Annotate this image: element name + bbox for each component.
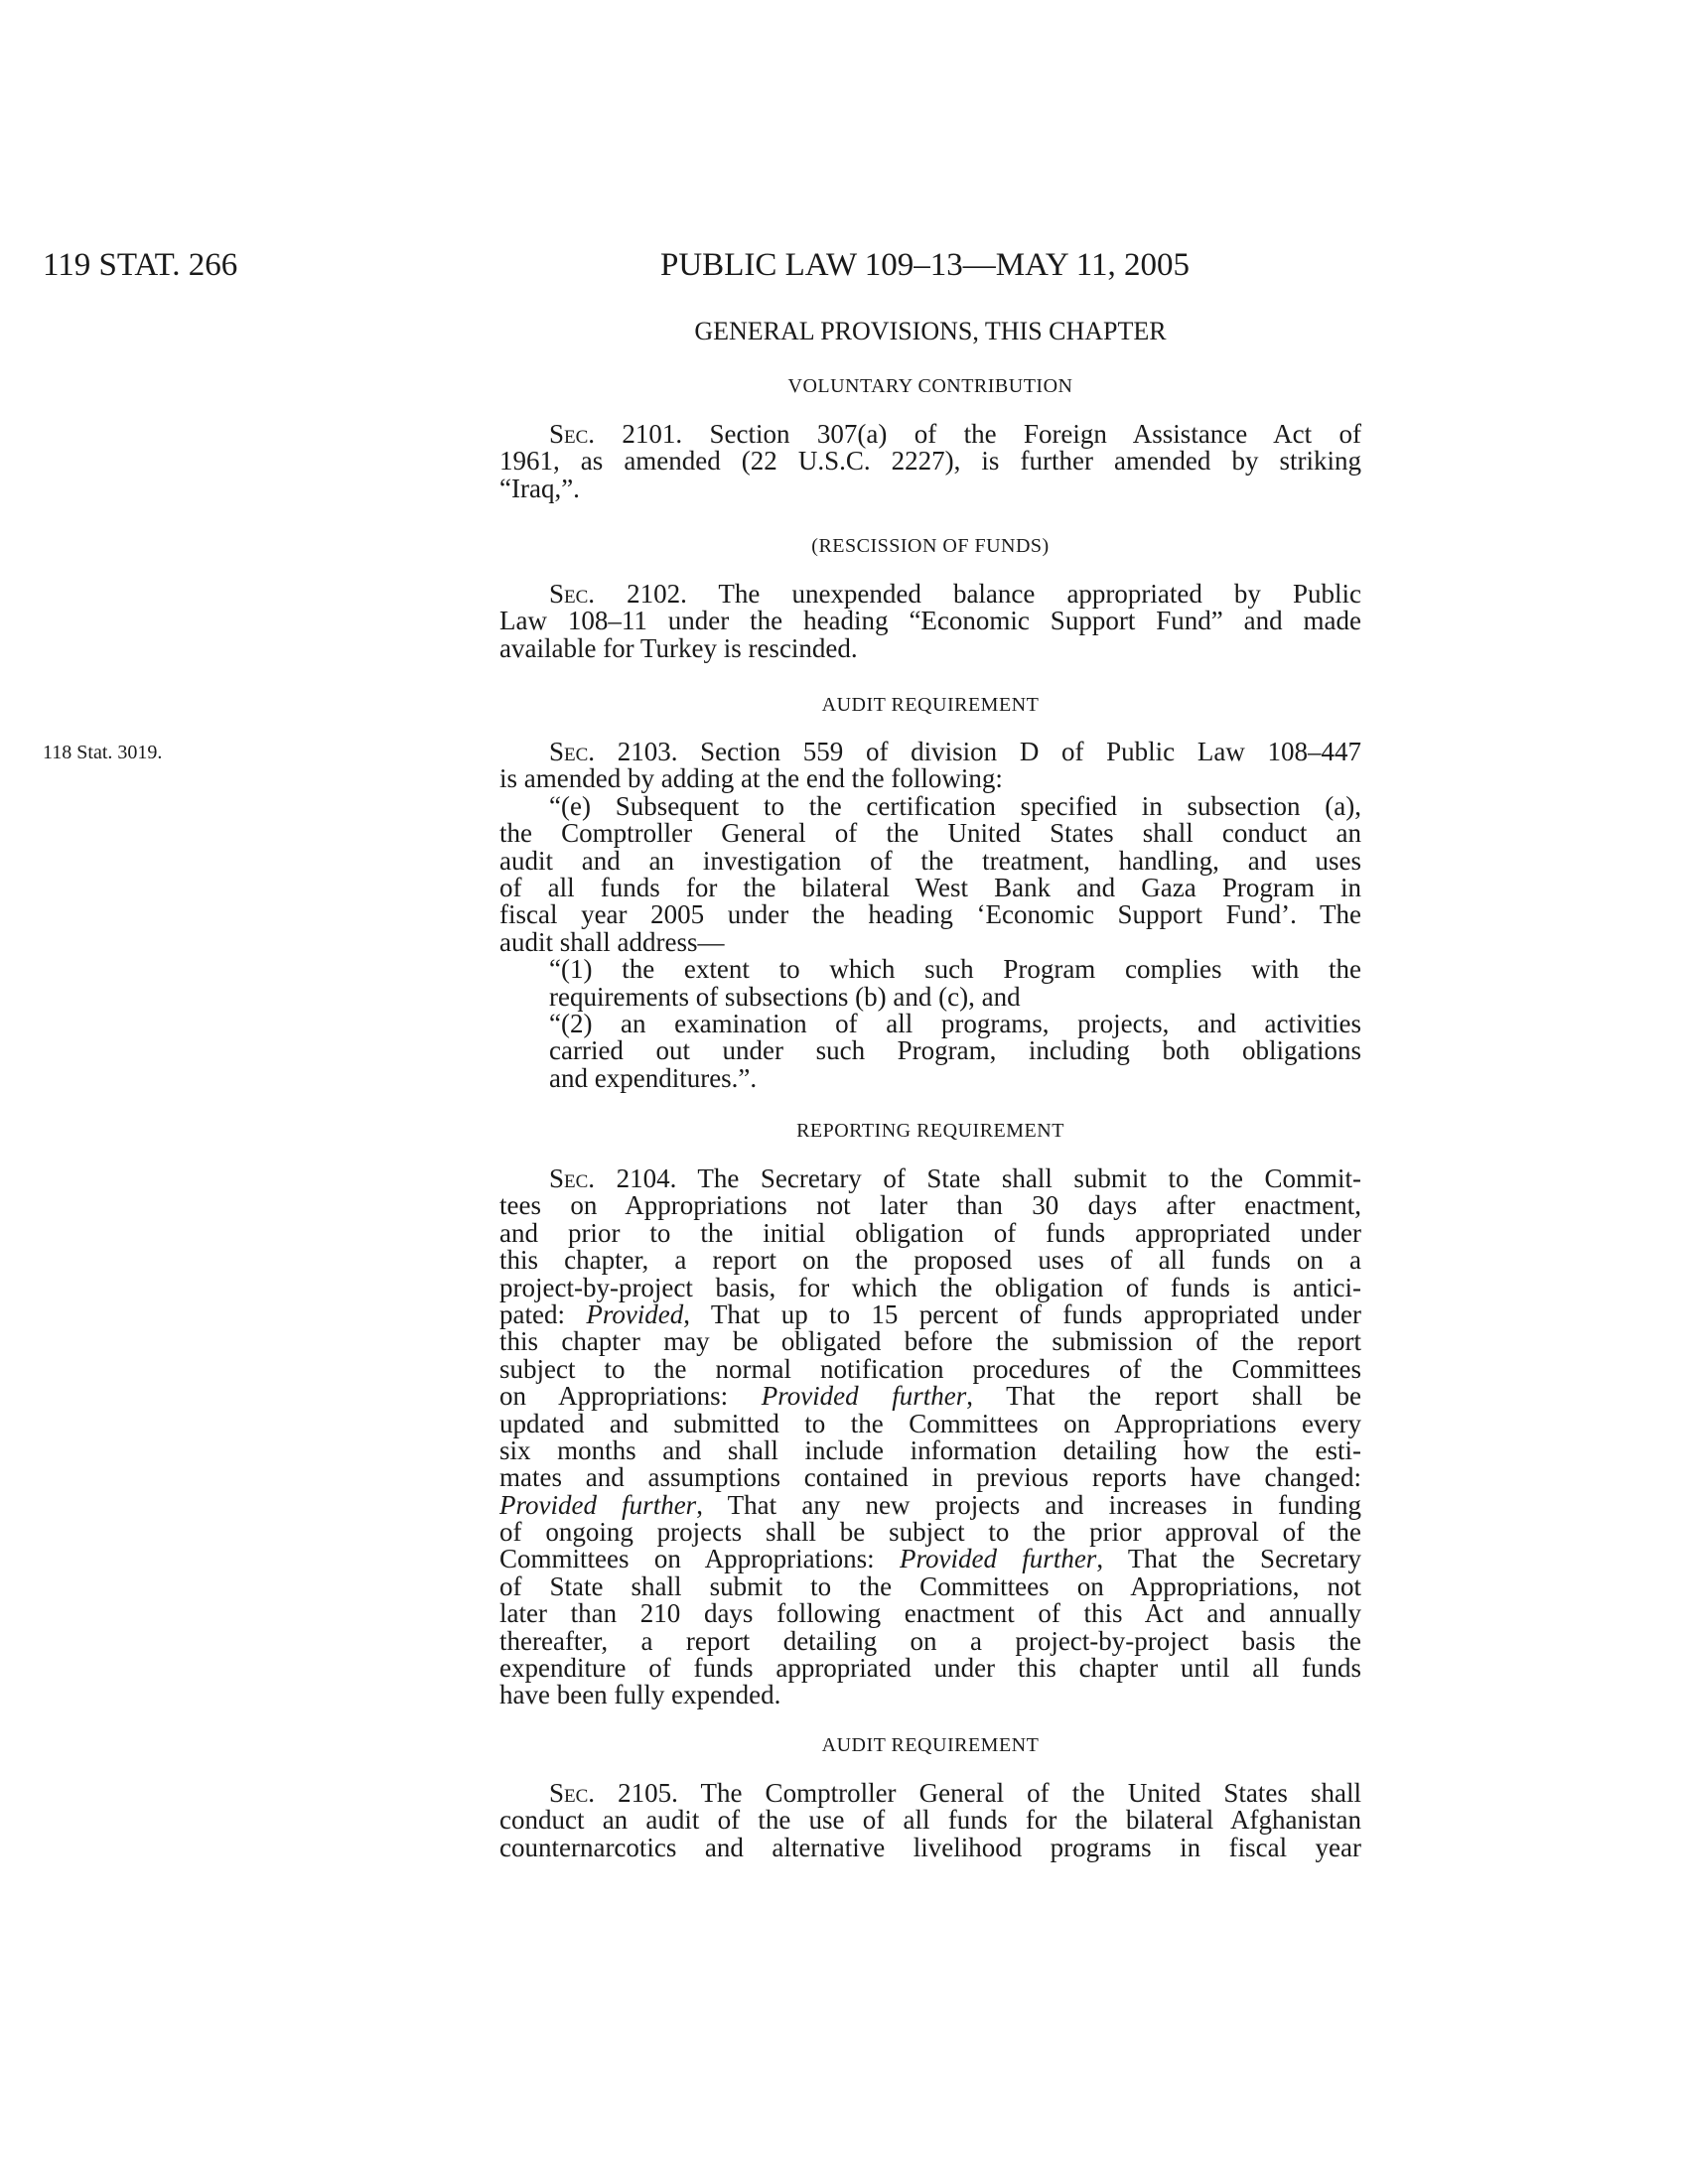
section-heading-reporting-requirement: REPORTING REQUIREMENT — [796, 1120, 1064, 1142]
section-2105-text — [499, 1780, 1361, 1861]
text-line: six months and shall include information detailing how the esti- — [499, 1434, 1361, 1465]
text-line: Sec. 2102. The unexpended balance appropriated by Public — [549, 579, 1361, 609]
text-line: available for Turkey is rescinded. — [499, 632, 858, 663]
provided-term: Provided further — [761, 1381, 967, 1412]
text-line: Sec. 2105. The Comptroller General of the United States shall — [549, 1778, 1361, 1808]
text-line: thereafter, a report detailing on a project-by-project basis the — [499, 1625, 1361, 1656]
text-line: pated: Provided, That up to 15 percent of funds appropriated under — [499, 1298, 1361, 1329]
sec-label: Sec. — [549, 419, 596, 449]
text-line: this chapter may be obligated before the submission of the report — [499, 1326, 1361, 1357]
margin-citation-note: 118 Stat. 3019. — [43, 742, 163, 763]
sec-label: Sec. — [549, 1778, 596, 1808]
text-line: of ongoing projects shall be subject to the prior approval of the — [499, 1517, 1361, 1548]
text-line: Sec. 2103. Section 559 of division D of Public Law 108–447 — [549, 737, 1361, 766]
law-title-header: PUBLIC LAW 109–13—MAY 11, 2005 — [660, 247, 1191, 283]
text-line: counternarcotics and alternative livelihood programs in fiscal year — [499, 1832, 1361, 1862]
sec-label: Sec. — [549, 579, 596, 609]
section-2102-text — [499, 581, 1361, 662]
text-line: “(e) Subsequent to the certification specified in subsection (a), — [549, 790, 1361, 821]
text-line: the Comptroller General of the United States shall conduct an — [499, 818, 1361, 849]
text-line: audit shall address— — [499, 926, 725, 957]
text-line: “(2) an examination of all programs, projects, and activities — [549, 1008, 1361, 1038]
section-2103-text — [499, 739, 1361, 1092]
text-line: expenditure of funds appropriated under this chapter until all funds — [499, 1653, 1361, 1684]
section-heading-audit-requirement: AUDIT REQUIREMENT — [821, 694, 1040, 716]
text-line: Sec. 2101. Section 307(a) of the Foreign Assistance Act of — [549, 419, 1361, 449]
text-line: and expenditures.”. — [549, 1062, 758, 1093]
text-line: tees on Appropriations not later than 30 days after enactment, — [499, 1190, 1361, 1221]
text-line: Provided further, That any new projects and increases in funding — [499, 1489, 1361, 1520]
provided-term: Provided — [586, 1298, 684, 1329]
text-line: fiscal year 2005 under the heading ‘Economic Support Fund’. The — [499, 899, 1361, 930]
text-line: “Iraq,”. — [499, 473, 580, 503]
text-line: on Appropriations: Provided further, That the report shall be — [499, 1381, 1361, 1412]
text-line: mates and assumptions contained in previous reports have changed: — [499, 1462, 1361, 1493]
text-line: conduct an audit of the use of all funds for the bilateral Afghanistan — [499, 1805, 1361, 1836]
text-line: is amended by adding at the end the following: — [499, 763, 1003, 794]
provided-term: Provided further — [900, 1544, 1097, 1574]
text-line: later than 210 days following enactment of this Act and annually — [499, 1598, 1361, 1629]
text-line: requirements of subsections (b) and (c), and — [549, 981, 1021, 1012]
text-line: audit and an investigation of the treatment, handling, and uses — [499, 845, 1361, 876]
stat-page-number: 119 STAT. 266 — [43, 247, 238, 283]
provided-term: Provided further — [499, 1489, 697, 1520]
text-line: subject to the normal notification procedures of the Committees — [499, 1353, 1361, 1384]
text-line: 1961, as amended (22 U.S.C. 2227), is further amended by striking — [499, 446, 1361, 477]
chapter-title: GENERAL PROVISIONS, THIS CHAPTER — [694, 317, 1167, 345]
text-line: this chapter, a report on the proposed uses of all funds on a — [499, 1245, 1361, 1276]
section-2104-text — [499, 1165, 1361, 1709]
text-line: have been fully expended. — [499, 1680, 781, 1710]
text-line: of all funds for the bilateral West Bank and Gaza Program in — [499, 872, 1361, 902]
text-line: of State shall submit to the Committees on Appropriations, not — [499, 1570, 1361, 1601]
text-line: carried out under such Program, including both obligations — [549, 1035, 1361, 1066]
text-line: project-by-project basis, for which the obligation of funds is antici- — [499, 1272, 1361, 1302]
text-line: and prior to the initial obligation of funds appropriated under — [499, 1217, 1361, 1248]
sec-label: Sec. — [549, 737, 596, 766]
sec-label: Sec. — [549, 1163, 596, 1193]
section-heading-audit-requirement-2: AUDIT REQUIREMENT — [821, 1734, 1040, 1756]
section-2101-text — [499, 421, 1361, 502]
section-heading-voluntary-contribution: VOLUNTARY CONTRIBUTION — [787, 375, 1073, 397]
text-line: updated and submitted to the Committees on Appropriations every — [499, 1408, 1361, 1438]
text-line: “(1) the extent to which such Program complies with the — [549, 954, 1361, 985]
section-heading-rescission-of-funds: (RESCISSION OF FUNDS) — [811, 535, 1050, 557]
text-line: Sec. 2104. The Secretary of State shall submit to the Commit- — [549, 1163, 1361, 1193]
text-line: Law 108–11 under the heading “Economic Support Fund” and made — [499, 606, 1361, 636]
text-line: Committees on Appropriations: Provided further, That the Secretary — [499, 1544, 1361, 1574]
